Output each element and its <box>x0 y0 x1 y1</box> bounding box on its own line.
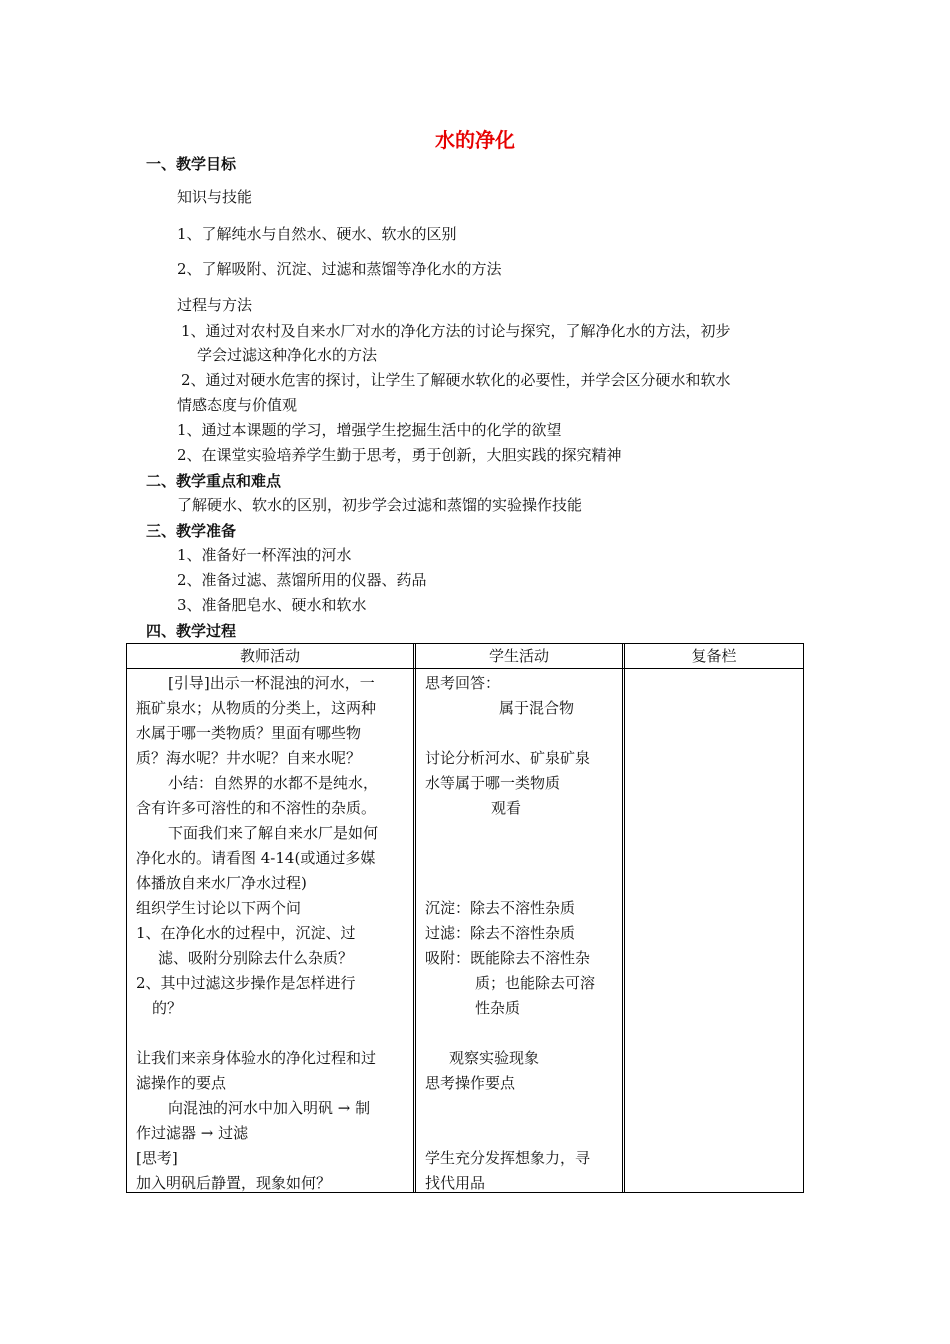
process-item-1-cont: 学会过滤这种净化水的方法 <box>197 346 378 364</box>
teacher-activity-cell <box>136 671 410 1196</box>
process-item-1: 1、通过对农村及自来水厂对水的净化方法的讨论与探究，了解净化水的方法，初步 <box>181 322 731 340</box>
student-line: 讨论分析河水、矿泉矿泉 <box>425 749 591 767</box>
student-line <box>425 1021 621 1046</box>
teacher-line: 净化水的。请看图 4-14(或通过多媒 <box>136 849 376 867</box>
teacher-line: 瓶矿泉水；从物质的分类上，这两种 <box>136 699 377 717</box>
emotion-value-heading: 情感态度与价值观 <box>177 396 298 414</box>
student-line: 质；也能除去可溶 <box>475 974 596 992</box>
teacher-line: 2、其中过滤这步操作是怎样进行 <box>136 974 356 992</box>
student-line: 吸附：既能除去不溶性杂 <box>425 949 591 967</box>
teacher-line: 滤、吸附分别除去什么杂质？ <box>158 949 354 967</box>
student-line: 性杂质 <box>475 999 521 1017</box>
section-heading-goals: 一、教学目标 <box>146 155 237 173</box>
prep-item-1: 1、准备好一杯浑浊的河水 <box>177 546 352 564</box>
teacher-line: 加入明矾后静置，现象如何？ <box>136 1174 332 1192</box>
knowledge-item-1: 1、了解纯水与自然水、硬水、软水的区别 <box>177 225 457 243</box>
process-item-2: 2、通过对硬水危害的探讨，让学生了解硬水软化的必要性，并学会区分硬水和软水 <box>181 371 731 389</box>
emotion-item-1: 1、通过本课题的学习，增强学生挖掘生活中的化学的欲望 <box>177 421 562 439</box>
page-title: 水的净化 <box>435 128 515 152</box>
header-student-activity: 学生活动 <box>488 647 549 665</box>
section-heading-process: 四、教学过程 <box>146 622 237 640</box>
process-method-heading: 过程与方法 <box>177 296 253 314</box>
student-line <box>425 846 621 871</box>
teacher-line: 让我们来亲身体验水的净化过程和过 <box>136 1049 377 1067</box>
teacher-line: 滤操作的要点 <box>136 1074 227 1092</box>
teacher-line: 作过滤器 → 过滤 <box>136 1124 249 1142</box>
student-activity-cell <box>425 671 621 1196</box>
teacher-line: 向混浊的河水中加入明矾 → 制 <box>168 1099 371 1117</box>
teacher-line: 组织学生讨论以下两个问 <box>136 899 302 917</box>
knowledge-skills-heading: 知识与技能 <box>177 188 253 206</box>
student-line: 思考操作要点 <box>425 1074 516 1092</box>
teacher-line: [引导]出示一杯混浊的河水，一 <box>168 674 375 692</box>
teacher-line: [思考] <box>136 1149 178 1167</box>
emotion-item-2: 2、在课堂实验培养学生勤于思考，勇于创新，大胆实践的探究精神 <box>177 446 622 464</box>
teacher-line: 1、在净化水的过程中，沉淀、过 <box>136 924 356 942</box>
teacher-line: 下面我们来了解自来水厂是如何 <box>168 824 379 842</box>
student-line: 水等属于哪一类物质 <box>425 774 561 792</box>
key-points-text: 了解硬水、软水的区别，初步学会过滤和蒸馏的实验操作技能 <box>177 496 583 514</box>
teacher-line: 水属于哪一类物质？里面有哪些物 <box>136 724 362 742</box>
student-line <box>425 1096 621 1121</box>
prep-item-2: 2、准备过滤、蒸馏所用的仪器、药品 <box>177 571 427 589</box>
student-line <box>425 721 621 746</box>
header-divider <box>127 668 803 669</box>
teaching-process-table <box>126 643 804 1193</box>
student-line: 观察实验现象 <box>449 1049 540 1067</box>
teacher-line: 小结：自然界的水都不是纯水， <box>168 774 379 792</box>
student-line: 属于混合物 <box>499 699 575 717</box>
section-heading-preparation: 三、教学准备 <box>146 522 237 540</box>
header-teacher-activity: 教师活动 <box>239 647 300 665</box>
teacher-line: 的？ <box>152 999 183 1017</box>
header-revision-column: 复备栏 <box>691 647 737 665</box>
column-divider <box>413 644 416 1192</box>
teacher-line: 质？海水呢？井水呢？自来水呢？ <box>136 749 362 767</box>
student-line: 学生充分发挥想象力，寻 <box>425 1149 591 1167</box>
section-heading-key-points: 二、教学重点和难点 <box>146 472 282 490</box>
column-divider <box>622 644 625 1192</box>
student-line <box>425 1121 621 1146</box>
student-line: 找代用品 <box>425 1174 486 1192</box>
student-line: 沉淀：除去不溶性杂质 <box>425 899 576 917</box>
student-line <box>425 821 621 846</box>
student-line: 过滤：除去不溶性杂质 <box>425 924 576 942</box>
teacher-line: 含有许多可溶性的和不溶性的杂质。 <box>136 799 377 817</box>
prep-item-3: 3、准备肥皂水、硬水和软水 <box>177 596 367 614</box>
student-line: 观看 <box>491 799 522 817</box>
teacher-line <box>136 1021 410 1046</box>
student-line <box>425 871 621 896</box>
teacher-line: 体播放自来水厂净水过程) <box>136 874 307 892</box>
knowledge-item-2: 2、了解吸附、沉淀、过滤和蒸馏等净化水的方法 <box>177 260 502 278</box>
student-line: 思考回答： <box>425 674 501 692</box>
